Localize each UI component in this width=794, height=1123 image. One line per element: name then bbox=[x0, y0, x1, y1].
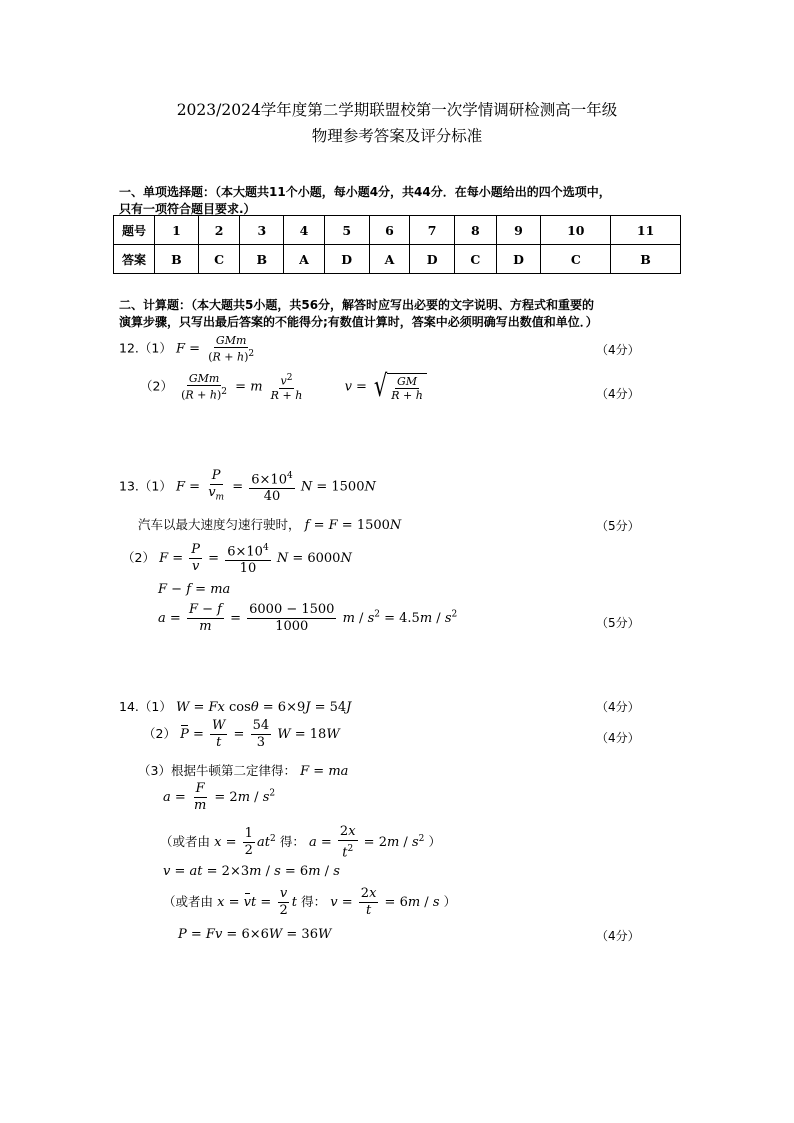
q14-alt1-mid: 得： bbox=[279, 834, 305, 850]
answer-cell: C bbox=[541, 245, 611, 274]
fraction: $\frac{6\times 10^4}{10}$ bbox=[225, 540, 270, 577]
answer-table-number-row bbox=[114, 216, 681, 245]
q12-score2: （4分） bbox=[596, 387, 640, 401]
fraction: $\frac{54}{3}$ bbox=[252, 718, 270, 750]
q12-score1: （4分） bbox=[596, 343, 640, 357]
q14-alternative1: （或者由 x = $\frac{1}{2}$ $at^2$ 得： a = $\frac{2x}{t^2}$ = $2m / s^2$ ） bbox=[160, 824, 442, 861]
section1-heading-line1: 一、单项选择题：（本大题共11个小题，每小题4分，共44分．在每小题给出的四个选项中， bbox=[119, 185, 611, 199]
fraction: $\frac{6000 - 1500}{1000}$ bbox=[249, 602, 335, 634]
question-number-cell: 11 bbox=[611, 216, 681, 245]
q14-alt2-prefix: （或者由 bbox=[163, 894, 214, 909]
fraction: $\frac{v}{2}$ bbox=[279, 886, 288, 918]
q14-score1: （4分） bbox=[596, 700, 640, 714]
fraction: $\frac{2x}{t^2}$ bbox=[339, 824, 356, 861]
fraction: $\frac{2x}{t}$ bbox=[360, 886, 377, 918]
question-number-cell: 10 bbox=[541, 216, 611, 245]
answer-cell: B bbox=[240, 245, 284, 274]
q12-label1: 12.（1） bbox=[119, 340, 172, 356]
answer-cell: D bbox=[410, 245, 455, 274]
answer-cell: A bbox=[369, 245, 410, 274]
question-number-cell: 6 bbox=[369, 216, 410, 245]
q13-text1: 汽车以最大速度匀速行驶时， bbox=[138, 517, 301, 532]
fraction: $\frac{F}{m}$ bbox=[193, 781, 207, 813]
answer-cell: A bbox=[284, 245, 325, 274]
answer-table-answer-row bbox=[114, 245, 681, 274]
q13-score1: （5分） bbox=[596, 519, 640, 533]
square-root: √ $\frac{GM}{R + h}$ bbox=[371, 372, 427, 402]
question-number-cell: 9 bbox=[496, 216, 541, 245]
q13-score2: （5分） bbox=[596, 616, 640, 630]
question-number-cell: 1 bbox=[155, 216, 199, 245]
q14-label1: 14.（1） bbox=[119, 699, 172, 714]
answer-cell: D bbox=[324, 245, 369, 274]
q14-alt2-mid: 得： bbox=[301, 894, 327, 909]
document-subtitle: 物理参考答案及评分标准 bbox=[311, 127, 483, 145]
q13-acceleration: a = $\frac{F - f}{m}$ = $\frac{6000 - 1500}{1000}$ $m / s^2 = 4.5m / s^2$ bbox=[158, 602, 458, 634]
fraction: $\frac{W}{t}$ bbox=[212, 718, 226, 750]
q14-score3: （4分） bbox=[596, 929, 640, 943]
fraction: $\frac{6\times 10^4}{40}$ bbox=[249, 468, 294, 505]
q12-label2: （2） bbox=[140, 378, 173, 394]
q14-alternative2: （或者由 x = vt = $\frac{v}{2}$ t 得： v = $\frac{2x}{t}$ = 6m / s ） bbox=[163, 886, 457, 918]
q14-label3: （3）根据牛顿第二定律得： bbox=[138, 763, 296, 778]
q13-part2: （2） F = $\frac{P}{v}$ = $\frac{6\times 10^4}{10}$ N = 6000N bbox=[122, 540, 352, 577]
answer-cell: B bbox=[611, 245, 681, 274]
fraction: $\frac{\text{GMm}}{(R + h)^2}$ bbox=[181, 372, 228, 402]
q13-part1: 13.（1） F = $\frac{P}{v_m}$ = $\frac{6\times 10^4}{40}$ N = 1500N bbox=[119, 468, 376, 505]
q14-alt1-suffix: ） bbox=[428, 834, 442, 850]
question-number-cell: 2 bbox=[198, 216, 240, 245]
q13-part1-line2: 汽车以最大速度匀速行驶时， f = F = 1500N bbox=[138, 517, 402, 533]
q14-part1: 14.（1） W = Fx cosθ = 6×9J = 54J bbox=[119, 699, 352, 715]
q14-alt2-suffix: ） bbox=[443, 894, 457, 909]
answer-cell: C bbox=[198, 245, 240, 274]
question-number-cell: 5 bbox=[324, 216, 369, 245]
answer-header: 答案 bbox=[114, 245, 155, 274]
q14-power: P = Fv = 6×6W = 36W bbox=[178, 927, 332, 942]
q14-alt1-prefix: （或者由 bbox=[160, 834, 211, 850]
answer-cell: C bbox=[455, 245, 497, 274]
section2-heading-line1: 二、计算题：（本大题共5小题，共56分，解答时应写出必要的文字说明、方程式和重要的 bbox=[119, 298, 595, 312]
fraction: $\frac{P}{v}$ bbox=[191, 542, 201, 575]
document-title: 2023/2024学年度第二学期联盟校第一次学情调研检测高一年级 bbox=[176, 101, 618, 119]
q14-acceleration: a = $\frac{F}{m}$ = $2m / s^2$ bbox=[163, 781, 276, 813]
section2-heading-line2: 演算步骤，只写出最后答案的不能得分;有数值计算时，答案中必须明确写出数值和单位．） bbox=[119, 315, 598, 329]
q14-part2: （2） P = $\frac{W}{t}$ = $\frac{54}{3}$ W = 18W bbox=[143, 718, 340, 750]
fraction: $\frac{1}{2}$ bbox=[244, 826, 253, 859]
q12-part1: 12.（1） F = $\frac{\text{GMm}}{(R + h)^2}$ bbox=[119, 334, 255, 364]
q13-equation: F − f = ma bbox=[158, 582, 231, 597]
question-number-header: 题号 bbox=[114, 216, 155, 245]
q14-label2: （2） bbox=[143, 726, 176, 741]
fraction: $\frac{v^2}{R + h}$ bbox=[270, 373, 303, 402]
question-number-cell: 8 bbox=[455, 216, 497, 245]
fraction: $\frac{F - f}{m}$ bbox=[188, 602, 222, 634]
q14-part3: （3）根据牛顿第二定律得： F = ma bbox=[138, 763, 349, 779]
q14-velocity: v = at = 2×3m / s = 6m / s bbox=[163, 864, 340, 879]
answer-cell: D bbox=[496, 245, 541, 274]
section1-heading-line2: 只有一项符合题目要求.） bbox=[119, 202, 256, 216]
q13-label1: 13.（1） bbox=[119, 478, 172, 494]
answer-table bbox=[113, 215, 681, 274]
q12-part2: （2） $\frac{\text{GMm}}{(R + h)^2}$ = m $\frac{v^2}{R + h}$ v = √ $\frac{GM}{R + h}$ bbox=[140, 372, 427, 402]
question-number-cell: 7 bbox=[410, 216, 455, 245]
fraction: $\frac{P}{v_m}$ bbox=[208, 468, 225, 503]
question-number-cell: 3 bbox=[240, 216, 284, 245]
q14-score2: （4分） bbox=[596, 731, 640, 745]
question-number-cell: 4 bbox=[284, 216, 325, 245]
q13-label2: （2） bbox=[122, 550, 155, 566]
fraction: $\frac{\text{GMm}}{(R + h)^2}$ bbox=[208, 334, 255, 364]
answer-cell: B bbox=[155, 245, 199, 274]
